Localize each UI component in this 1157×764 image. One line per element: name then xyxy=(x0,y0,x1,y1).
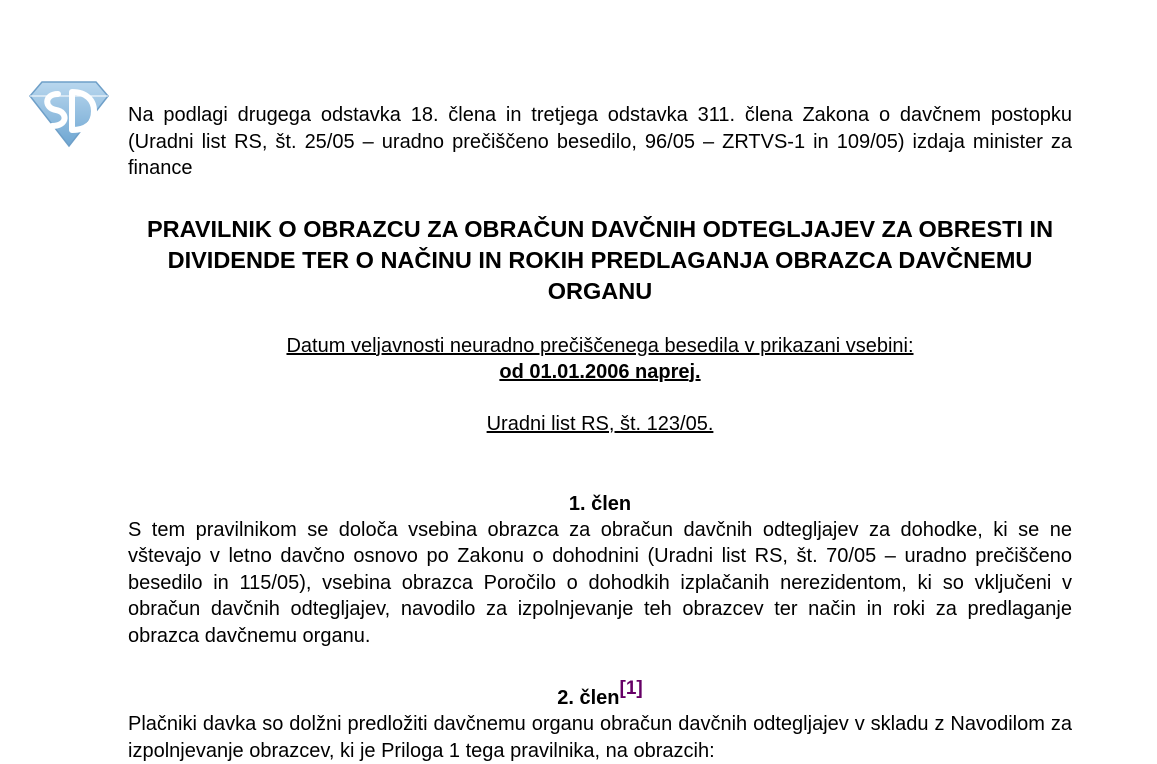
article-heading-text: 1. člen xyxy=(568,492,632,515)
footnote-link[interactable]: [1] xyxy=(619,678,643,700)
intro-paragraph: Na podlagi drugega odstavka 18. člena in tretjega odstavka 311. člena Zakona o davčnem postopku (Uradni list RS, št. 25/05 – uradno prečiščeno besedilo, 96/05 – ZRTVS-1 in 109/05) izdaja minister za finance xyxy=(128,104,1072,179)
document-body xyxy=(128,102,1072,764)
validity-block xyxy=(128,333,1072,385)
article-text: S tem pravilnikom se določa vsebina obrazca za obračun davčnih odtegljajev za dohodke, ki se ne vštevajo v letno davčno osnovo po Zakonu o dohodnini (Uradni list RS, št. 70/05 – uradno prečiščeno besedilo in 115/05), vsebina obrazca Poročilo o dohodkih izplačanih nerezidentom, ki so vključeni v obračun davčnih odtegljajev, navodilo za izpolnjevanje teh obrazcev ter način in roki za predlaganje obrazca davčnemu organu. xyxy=(128,518,1072,647)
gazette-text: Uradni list RS, št. 123/05. xyxy=(486,412,714,435)
gazette-reference xyxy=(128,411,1072,437)
document-title: PRAVILNIK O OBRAZCU ZA OBRAČUN DAVČNIH ODTEGLJAJEV ZA OBRESTI IN DIVIDENDE TER O NAČINU IN ROKIH PREDLAGANJA OBRAZCA DAVČNEMU ORGANU xyxy=(146,215,1054,304)
article-text: Plačniki davka so dolžni predložiti davčnemu organu obračun davčnih odtegljajev v skladu z Navodilom za izpolnjevanje obrazcev, ki je Priloga 1 tega pravilnika, na obrazcih: xyxy=(128,713,1072,762)
article-1 xyxy=(128,491,1072,650)
logo-icon xyxy=(28,80,110,148)
article-heading xyxy=(128,678,1072,711)
article-2 xyxy=(128,678,1072,764)
validity-label: Datum veljavnosti neuradno prečiščenega besedila v prikazani vsebini: xyxy=(286,334,914,357)
article-heading-text: 2. člen xyxy=(557,687,620,709)
article-heading xyxy=(128,491,1072,517)
validity-date: od 01.01.2006 naprej. xyxy=(499,360,701,383)
